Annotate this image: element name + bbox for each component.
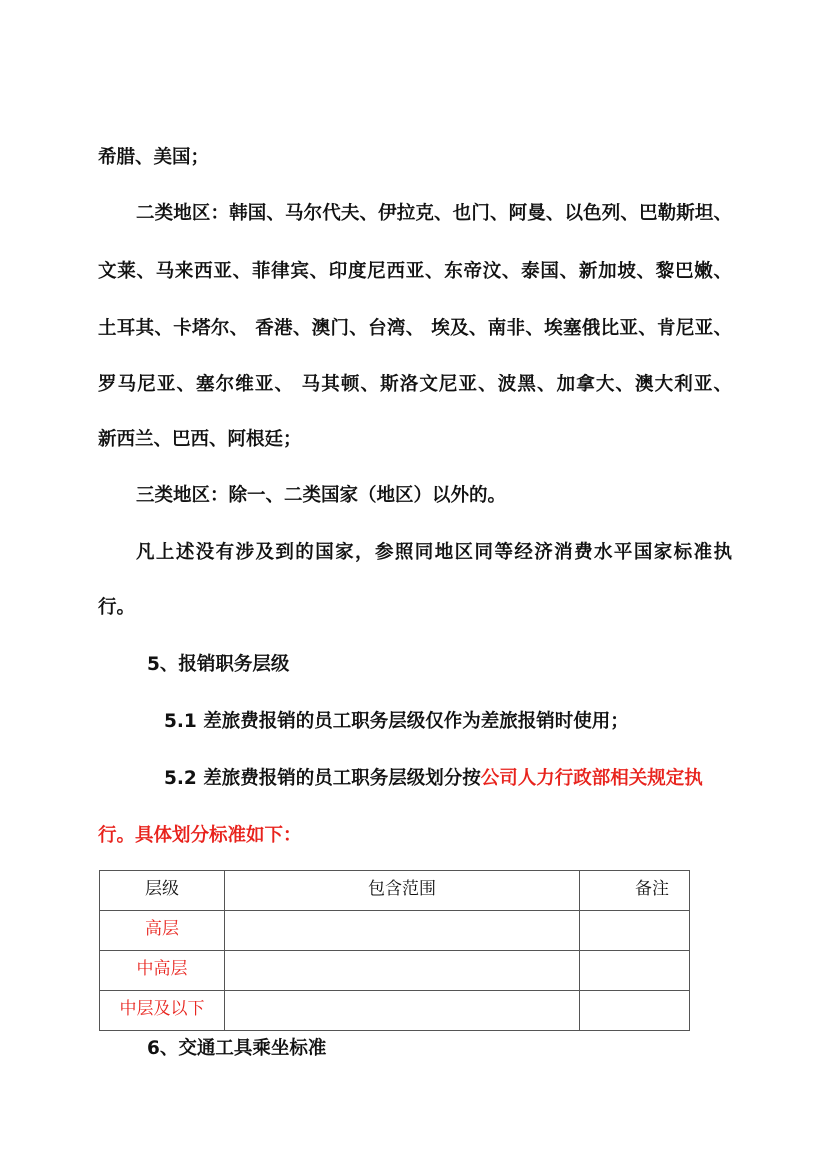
paragraph-line: 二类地区：韩国、马尔代夫、伊拉克、也门、阿曼、以色列、巴勒斯坦、 [136,203,732,224]
note-cell [580,911,690,951]
table-row [100,911,690,951]
paragraph-line: 新西兰、巴西、阿根廷； [98,429,302,450]
table-header-row [100,871,690,911]
paragraph-line: 罗马尼亚、塞尔维亚、 马其顿、斯洛文尼亚、波黑、加拿大、澳大利亚、 [98,374,732,395]
table-row [100,991,690,1031]
level-cell: 中层及以下 [100,991,225,1031]
scope-cell [225,991,580,1031]
paragraph-line: 土耳其、卡塔尔、 香港、澳门、台湾、 埃及、南非、埃塞俄比亚、肯尼亚、 [98,318,732,339]
header-cell: 备注 [580,871,690,911]
scope-cell [225,911,580,951]
paragraph-line [164,767,703,791]
paragraph-line: 5.1 差旅费报销的员工职务层级仅作为差旅报销时使用； [164,711,629,732]
scope-cell [225,951,580,991]
paragraph-line: 三类地区：除一、二类国家（地区）以外的。 [136,485,507,506]
paragraph-line: 希腊、美国； [98,147,210,168]
paragraph-line: 凡上述没有涉及到的国家，参照同地区同等经济消费水平国家标准执 [136,542,732,563]
paragraph-text: 5.2 差旅费报销的员工职务层级划分按 [164,768,481,789]
paragraph-line: 行。 [98,597,136,618]
level-cell: 高层 [100,911,225,951]
level-cell: 中高层 [100,951,225,991]
paragraph-line: 文莱、马来西亚、菲律宾、印度尼西亚、东帝汶、泰国、新加坡、黎巴嫩、 [98,261,732,282]
table-row [100,951,690,991]
header-cell: 包含范围 [225,871,580,911]
highlighted-text: 行。具体划分标准如下： [98,825,302,846]
note-cell [580,951,690,991]
section-heading: 5、报销职务层级 [147,654,290,675]
highlighted-text: 公司人力行政部相关规定执 [480,768,703,789]
section-heading: 6、交通工具乘坐标准 [147,1038,327,1059]
note-cell [580,991,690,1031]
level-table [99,870,690,1031]
header-cell: 层级 [100,871,225,911]
